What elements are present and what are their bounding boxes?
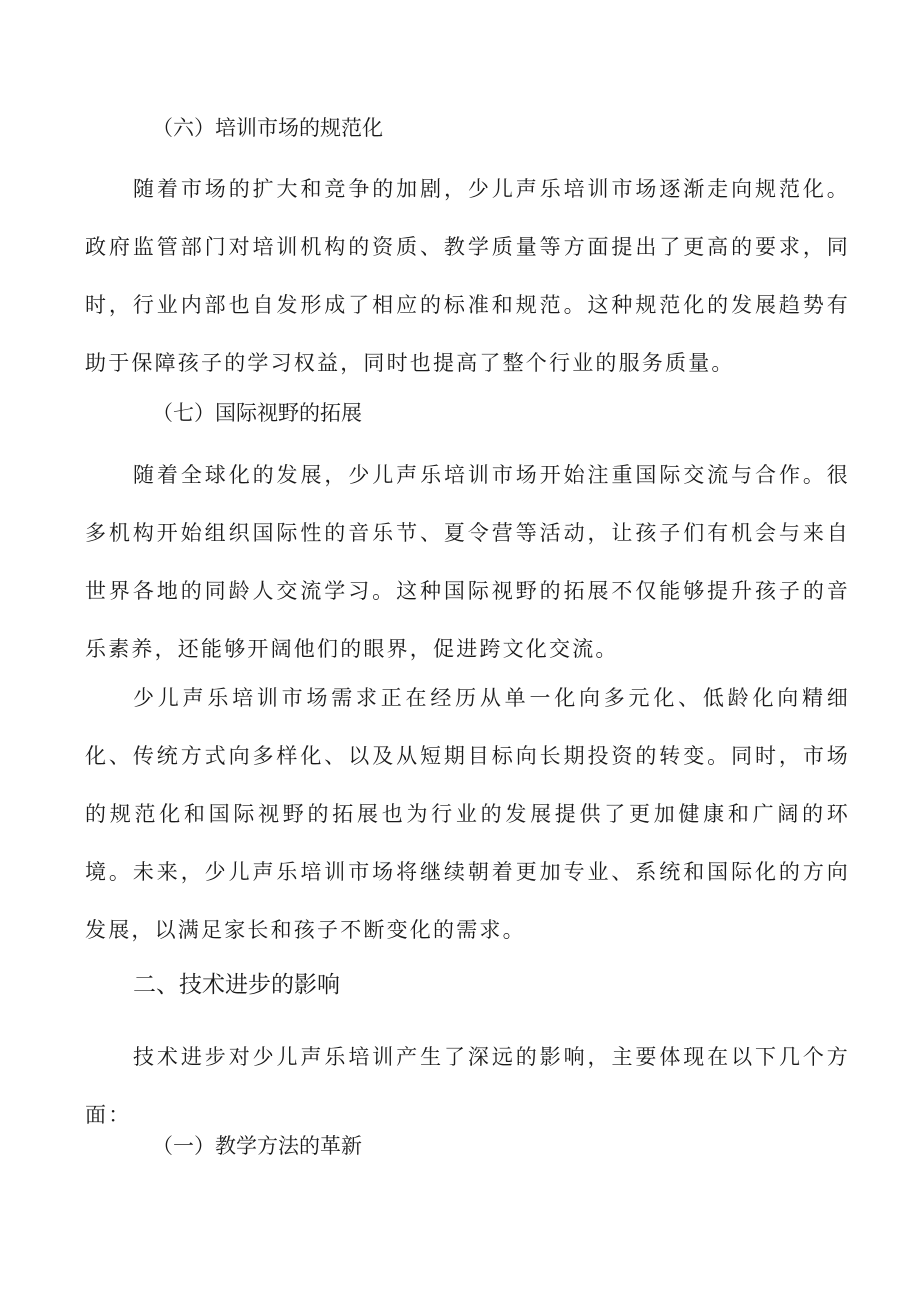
section-title-tech-progress: 二、技术进步的影响: [133, 972, 340, 998]
subheading-standardization: （六）培训市场的规范化: [152, 116, 383, 140]
paragraph-standardization: 随着市场的扩大和竞争的加剧，少儿声乐培训市场逐渐走向规范化。政府监管部门对培训机构的资质、教学质量等方面提出了更高的要求，同时，行业内部也自发形成了相应的标准和规范。这种规范化的发展趋势有助于保障孩子的学习权益，同时也提高了整个行业的服务质量。: [85, 177, 850, 375]
paragraph-market-summary: 少儿声乐培训市场需求正在经历从单一化向多元化、低龄化向精细化、传统方式向多样化、以及从短期目标向长期投资的转变。同时，市场的规范化和国际视野的拓展也为行业的发展提供了更加健康和广阔的环境。未来，少儿声乐培训市场将继续朝着更加专业、系统和国际化的方向发展，以满足家长和孩子不断变化的需求。: [85, 686, 850, 942]
paragraph-international-vision: 随着全球化的发展，少儿声乐培训市场开始注重国际交流与合作。很多机构开始组织国际性的音乐节、夏令营等活动，让孩子们有机会与来自世界各地的同龄人交流学习。这种国际视野的拓展不仅能够提升孩子的音乐素养，还能够开阔他们的眼界，促进跨文化交流。: [85, 463, 850, 661]
paragraph-tech-intro: 技术进步对少儿声乐培训产生了深远的影响，主要体现在以下几个方面：: [85, 1045, 850, 1127]
subheading-international-vision: （七）国际视野的拓展: [152, 401, 362, 425]
subheading-teaching-methods: （一）教学方法的革新: [152, 1134, 362, 1158]
